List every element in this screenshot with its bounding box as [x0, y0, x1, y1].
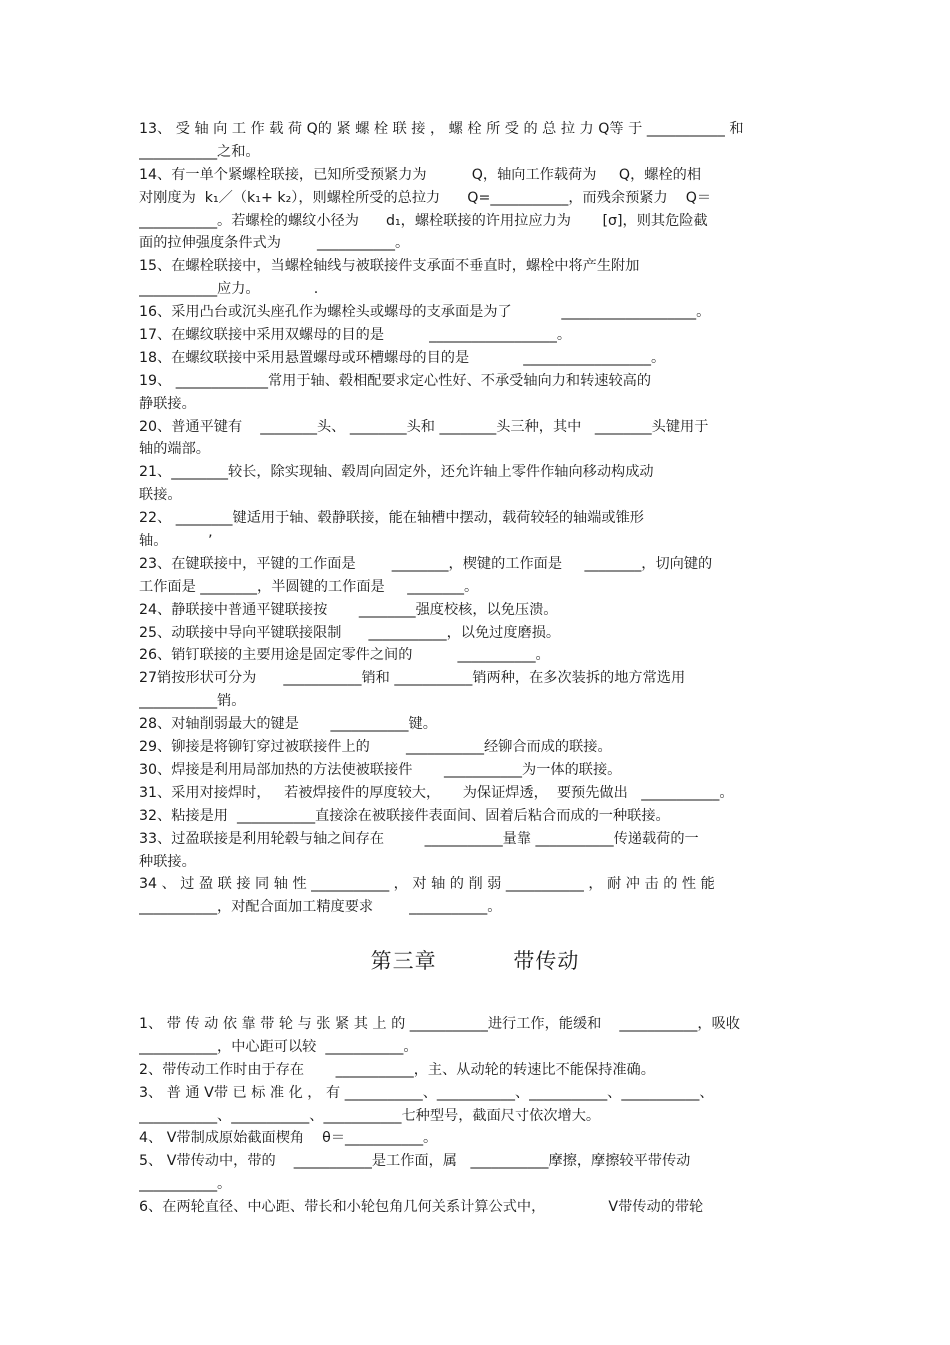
belt-question-5-line-1: 5、 V带传动中，带的 ___________是工作面，属 ___________摩擦，摩擦较平带传动	[139, 1153, 691, 1170]
question-32: 32、粘接是用 ___________直接涂在被联接件表面间、固着后粘合而成的一种联接。	[139, 807, 670, 824]
question-34-line-2: ___________，对配合面加工精度要求 ___________。	[139, 899, 502, 916]
question-19-line-2: 静联接。	[139, 395, 196, 412]
question-27-line-1: 27销按形状可分为 ___________销和 ___________销两种，在多次装拆的地方常选用	[139, 670, 686, 687]
belt-question-1-line-2: ___________，中心距可以较 ___________。	[139, 1038, 418, 1055]
question-22-line-2: 轴。 ’	[139, 533, 213, 550]
question-list-chapter2	[139, 118, 811, 919]
question-13-line-1: 13、 受 轴 向 工 作 载 荷 Q的 紧 螺 栓 联 接 ， 螺 栓 所 受 的 总 拉 力 Q等 于 ___________ 和	[139, 121, 744, 137]
question-20-line-2: 轴的端部。	[139, 441, 210, 458]
question-17: 17、在螺纹联接中采用双螺母的目的是 __________________。	[139, 327, 572, 344]
belt-question-1-line-1: 1、 带 传 动 依 靠 带 轮 与 张 紧 其 上 的 ___________进行工作，能缓和 ___________，吸收	[139, 1016, 740, 1032]
chapter-title: 带传动	[513, 949, 580, 973]
question-28: 28、对轴削弱最大的键是 ___________键。	[139, 716, 437, 733]
chapter-heading	[0, 946, 950, 976]
question-30: 30、焊接是利用局部加热的方法使被联接件 ___________为一体的联接。	[139, 761, 622, 778]
belt-question-6: 6、在两轮直径、中心距、带长和小轮包角几何关系计算公式中， V带传动的带轮	[139, 1199, 704, 1216]
question-22-line-1: 22、 ________键适用于轴、毂静联接，能在轴槽中摆动，载荷较轻的轴端或锥形	[139, 510, 644, 527]
question-15-line-1: 15、在螺栓联接中，当螺栓轴线与被联接件支承面不垂直时，螺栓中将产生附加	[139, 258, 640, 275]
question-21-line-1: 21、________较长，除实现轴、毂周向固定外，还允许轴上零件作轴向移动构成动	[139, 464, 654, 481]
belt-question-5-line-2: ___________。	[139, 1176, 232, 1193]
question-23-line-2: 工作面是 ________，半圆键的工作面是 ________。	[139, 578, 479, 595]
chapter-number: 第三章	[370, 949, 437, 973]
question-15-line-2: ___________应力。 .	[139, 281, 319, 298]
question-14-line-1: 14、有一单个紧螺栓联接，已知所受预紧力为 Q，轴向工作载荷为 Q，螺栓的相	[139, 166, 702, 183]
question-31: 31、采用对接焊时， 若被焊接件的厚度较大， 为保证焊透， 要预先做出 ___________。	[139, 784, 734, 801]
question-34-line-1: 34 、 过 盈 联 接 同 轴 性 ___________ ， 对 轴 的 削 弱 ___________ ， 耐 冲 击 的 性 能	[139, 876, 715, 893]
question-13-line-2: ___________之和。	[139, 143, 260, 160]
question-18: 18、在螺纹联接中采用悬置螺母或环槽螺母的目的是 __________________。	[139, 349, 666, 366]
question-24: 24、静联接中普通平键联接按 ________强度校核，以免压溃。	[139, 601, 558, 618]
question-23-line-1: 23、在键联接中，平键的工作面是 ________，楔键的工作面是 ________，切向键的	[139, 555, 713, 572]
question-14-line-4: 面的拉伸强度条件式为 ___________。	[139, 235, 410, 252]
belt-question-3-line-1: 3、 普 通 V带 已 标 准 化 ， 有 ___________、___________、___________、___________、	[139, 1084, 714, 1101]
question-19-line-1: 19、 _____________常用于轴、毂相配要求定心性好、不承受轴向力和转速较高的	[139, 372, 652, 389]
belt-question-4: 4、 V带制成原始截面楔角 θ＝___________。	[139, 1130, 438, 1147]
question-14-line-2: 对刚度为 k₁／（k₁+ k₂），则螺栓所受的总拉力 Q=___________，而残余预紧力 Q＝	[139, 189, 712, 206]
question-26: 26、销钉联接的主要用途是固定零件之间的 ___________。	[139, 647, 550, 664]
question-33-line-1: 33、过盈联接是利用轮毂与轴之间存在 ___________量靠 ___________传递载荷的一	[139, 830, 699, 847]
question-21-line-2: 联接。	[139, 487, 182, 504]
question-29: 29、铆接是将铆钉穿过被联接件上的 ___________经铆合而成的联接。	[139, 739, 612, 756]
question-33-line-2: 种联接。	[139, 853, 196, 870]
question-16: 16、采用凸台或沉头座孔作为螺栓头或螺母的支承面是为了 ___________________。	[139, 304, 711, 321]
question-14-line-3: ___________。若螺栓的螺纹小径为 d₁，螺栓联接的许用拉应力为 [σ]，则其危险截	[139, 212, 708, 229]
question-25: 25、动联接中导向平键联接限制 ___________，以免过度磨损。	[139, 624, 561, 641]
question-list-chapter3	[139, 1013, 811, 1219]
question-20-line-1: 20、普通平键有 ________头、 ________头和 ________头三种，其中 ________头键用于	[139, 418, 709, 435]
belt-question-3-line-2: ___________、___________、___________七种型号，截面尺寸依次增大。	[139, 1107, 601, 1124]
question-27-line-2: ___________销。	[139, 693, 246, 710]
belt-question-2: 2、带传动工作时由于存在 ___________，主、从动轮的转速比不能保持准确。	[139, 1061, 655, 1078]
